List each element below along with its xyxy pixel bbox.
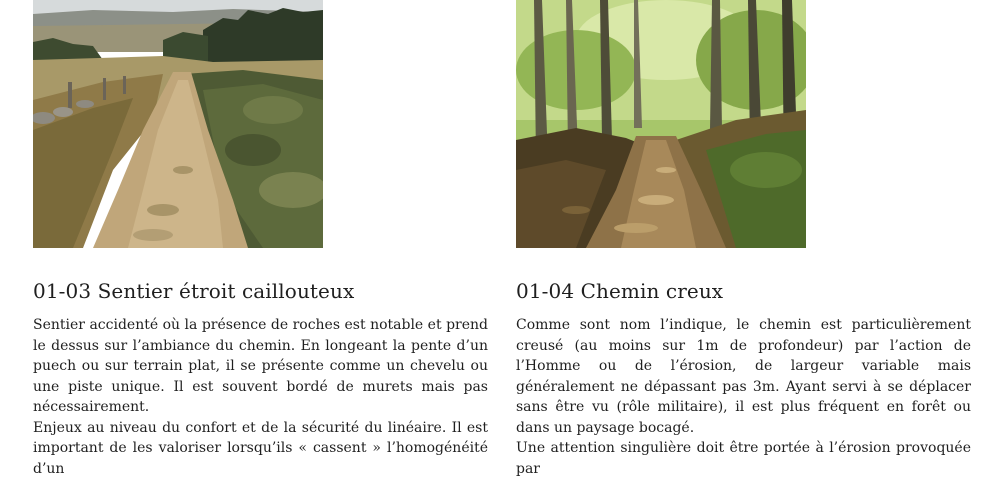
card-title: 01-04 Chemin creux	[516, 278, 971, 304]
card-sentier-etroit	[33, 0, 488, 479]
photo-sentier-caillouteux	[33, 0, 323, 248]
photo-chemin-creux	[516, 0, 806, 248]
card-chemin-creux	[516, 0, 971, 479]
paragraph: Sentier accidenté où la présence de roches est notable et prend le dessus sur l’ambiance du chemin. En longeant la pente d’un puech ou sur terrain plat, il se présente comme un chevelu ou une piste unique. Il est souvent bordé de murets mais pas nécessairement.	[33, 315, 488, 418]
card-description	[33, 315, 488, 479]
card-title: 01-03 Sentier étroit caillouteux	[33, 278, 488, 304]
paragraph: Comme sont nom l’indique, le chemin est particulièrement creusé (au moins sur 1m de profondeur) par l’action de l’Homme ou de l’érosion, de largeur variable mais généralement ne dépassant pas 3m. Ayant servi à se déplacer sans être vu (rôle militaire), il est plus fréquent en forêt ou dans un paysage bocagé.	[516, 315, 971, 438]
paragraph: Enjeux au niveau du confort et de la sécurité du linéaire. Il est important de les valoriser lorsqu’ils « cassent » l’homogénéité d’un	[33, 418, 488, 479]
paragraph: Une attention singulière doit être portée à l’érosion provoquée par	[516, 438, 971, 479]
card-description	[516, 315, 971, 479]
